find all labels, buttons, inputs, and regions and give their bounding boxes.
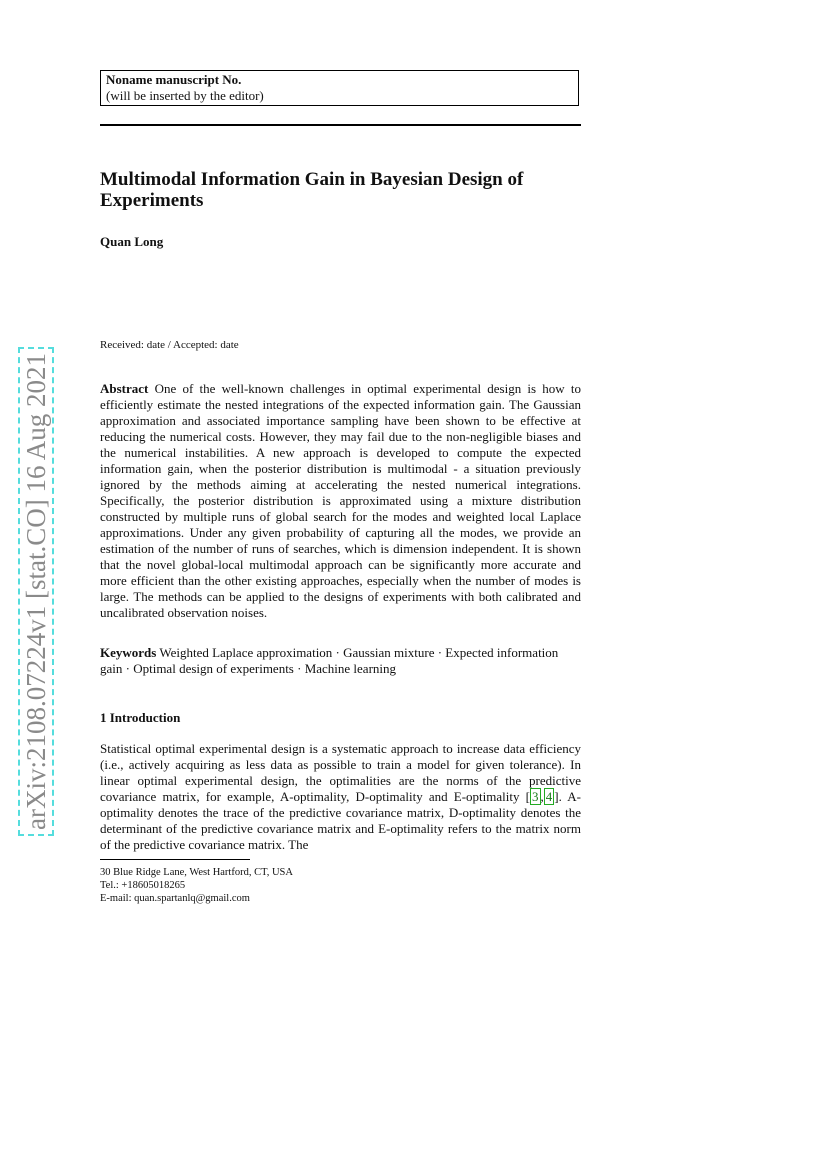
footnote xyxy=(100,866,293,905)
editor-note: (will be inserted by the editor) xyxy=(106,88,264,103)
abstract-label: Abstract xyxy=(100,381,149,396)
section-heading-introduction: 1 Introduction xyxy=(100,710,181,725)
editor-box xyxy=(100,70,579,106)
keywords-label: Keywords xyxy=(100,645,157,660)
header-rule xyxy=(100,124,581,126)
received-accepted-dates: Received: date / Accepted: date xyxy=(100,339,239,351)
abstract xyxy=(100,381,581,621)
citation-link-3[interactable]: 3 xyxy=(532,789,539,804)
keywords xyxy=(100,645,581,677)
introduction-paragraph: Statistical optimal experimental design is a systematic approach to increase data efficiency (i.e., actively acquiring as less data as possible to train a model for given tolerance). In linear optimal experimental design, the optimalities are the norms of the predictive covariance matrix, for example, A-optimality, D-optimality and E-optimality [ 3 , 4 ]. A-optimality denotes the trace of the predictive covariance matrix, D-optimality denotes the determinant of the predictive covariance matrix and E-optimality refers to the matrix norm of the predictive covariance matrix. The xyxy=(100,741,581,852)
footnote-address: 30 Blue Ridge Lane, West Hartford, CT, USA xyxy=(100,867,293,878)
intro-text-before: Statistical optimal experimental design is a systematic approach to increase data efficiency (i.e., actively acquiring as less data as possible to train a model for given tolerance). In linear optimal experimental design, the optimalities are the norms of the predictive covariance matrix, for example, A-optimality, D-optimality and E-optimality xyxy=(100,741,581,804)
manuscript-label: Noname manuscript No. xyxy=(106,72,242,87)
footnote-rule xyxy=(100,859,250,860)
intro-text-after: . A-optimality denotes the trace of the predictive covariance matrix, D-optimality denotes the determinant of the predictive covariance matrix and E-optimality refers to the matrix norm of the predictive covariance matrix. The xyxy=(100,789,581,852)
abstract-text: One of the well-known challenges in optimal experimental design is how to efficiently estimate the nested integrations of the expected information gain. The Gaussian approximation and associated importance sampling have been shown to be effective at reducing the numerical costs. However, they may fail due to the non-negligible biases and the numerical instabilities. A new approach is developed to compute the expected information gain, when the posterior distribution is multimodal - a situation previously ignored by the methods aiming at accelerating the nested numerical integrations. Specifically, the posterior distribution is approximated using a mixture distribution constructed by multiple runs of global search for the modes and weighted local Laplace approximations. Under any given probability of capturing all the modes, we provide an estimation of the number of runs of searches, which is dimension independent. It is shown that the novel global-local multimodal approach can be significantly more accurate and more efficient than the other existing approaches, especially when the number of modes is large. The methods can be applied to the designs of experiments with both calibrated and uncalibrated observation noises. xyxy=(100,381,582,620)
keywords-text: Weighted Laplace approximation · Gaussian mixture · Expected information gain · Optimal design of experiments · Machine learning xyxy=(100,645,559,676)
paper-title: Multimodal Information Gain in Bayesian Design of Experiments xyxy=(100,169,524,211)
author: Quan Long xyxy=(100,234,164,249)
footnote-tel: Tel.: +18605018265 xyxy=(100,880,186,891)
citation-link-4[interactable]: 4 xyxy=(545,789,553,804)
footnote-email: E-mail: quan.spartanlq@gmail.com xyxy=(100,893,250,904)
arxiv-identifier-stamp[interactable]: arXiv:2108.07224v1 [stat.CO] 16 Aug 2021 xyxy=(18,347,54,836)
